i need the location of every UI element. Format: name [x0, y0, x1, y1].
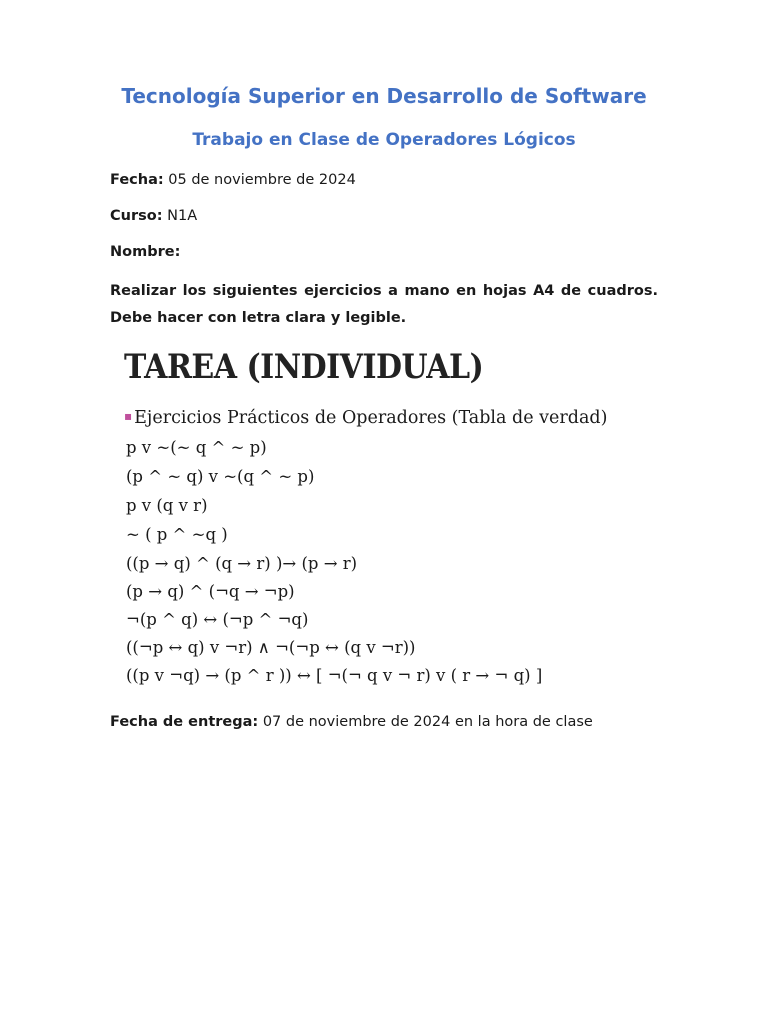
name-field — [110, 244, 180, 260]
due-date-label: Fecha de entrega: — [110, 714, 259, 730]
bullet-icon: ▪ — [124, 409, 133, 423]
instructions-paragraph: Realizar los siguientes ejercicios a mano en hojas A4 de cuadros. Debe hacer con letra clara y legible. — [110, 283, 658, 326]
task-heading: TAREA (INDIVIDUAL) — [124, 348, 484, 388]
exercise-item: ((¬p ↔ q) v ¬r) ∧ ¬(¬p ↔ (q v ¬r)) — [126, 638, 416, 657]
exercise-item: p v ~(~ q ^ ~ p) — [126, 438, 267, 457]
course-field — [110, 208, 197, 224]
page-title: Tecnología Superior en Desarrollo de Software — [121, 84, 647, 108]
exercise-item: (p ^ ~ q) v ~(q ^ ~ p) — [126, 467, 315, 486]
due-date-value: 07 de noviembre de 2024 en la hora de clase — [262, 714, 593, 730]
task-image — [110, 340, 658, 696]
exercise-item: ((p v ¬q) → (p ^ r )) ↔ [ ¬(¬ q v ¬ r) v ( r → ¬ q) ] — [126, 666, 543, 685]
date-value: 05 de noviembre de 2024 — [168, 172, 356, 188]
date-field — [110, 172, 356, 188]
date-label: Fecha: — [110, 172, 164, 188]
course-label: Curso: — [110, 208, 163, 224]
name-label: Nombre: — [110, 244, 181, 260]
exercise-item: ¬(p ^ q) ↔ (¬p ^ ¬q) — [126, 610, 309, 629]
page-subtitle: Trabajo en Clase de Operadores Lógicos — [192, 130, 576, 150]
exercise-item: ~ ( p ^ ~q ) — [126, 525, 228, 544]
task-subheading-text: Ejercicios Prácticos de Operadores (Tabla de verdad) — [134, 408, 608, 428]
task-subheading — [124, 408, 607, 428]
exercise-item: (p → q) ^ (¬q → ¬p) — [126, 582, 295, 601]
course-value: N1A — [167, 208, 198, 224]
due-date-field — [110, 714, 593, 730]
exercise-item: p v (q v r) — [126, 496, 208, 515]
exercise-item: ((p → q) ^ (q → r) )→ (p → r) — [126, 554, 358, 573]
